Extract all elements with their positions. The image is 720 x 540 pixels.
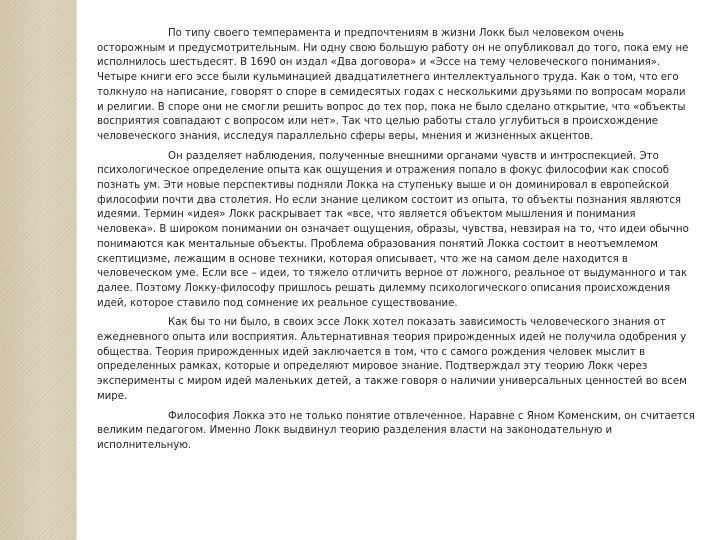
- paragraph-experience: Он разделяет наблюдения, полученные внешними органами чувств и интроспекцией. Это психологическое определение опыта как ощущения и отражения попало в фокус философии как способ познать ум. Эти новые перспективы подняли Локка на ступеньку выше и он доминировал в европейской философии почти два столетия. Но если знание целиком состоит из опыта, то объекты познания являются идеями. Термин «идея» Локк раскрывает так «все, что является объектом мышления и понимания человека». В широком понимании он означает ощущения, образы, чувства, невзирая на то, что идеи обычно понимаются как ментальные объекты. Проблема образования понятий Локка состоит в неотъемлемом скептицизме, лежащим в основе техники, которая описывает, что же на самом деле находится в человеческом уме. Если все – идеи, то тяжело отличить верное от ложного, реальное от выдуманного и так далее. Поэтому Локку-философу пришлось решать дилемму психологического описания происхождения идей, которое ставило под сомнение их реальное существование.: [97, 150, 689, 309]
- decorative-side-band: [0, 0, 76, 540]
- paragraph-innate-ideas: Как бы то ни было, в своих эссе Локк хотел показать зависимость человеческого знания от ежедневного опыта или восприятия. Альтернативная теория прирожденных идей не получила одобрения у общества. Теория прирожденных идей заключается в том, что с самого рождения человек мыслит в определенных рамках, которые и определяют мировое знание. Подтверждал эту теорию Локк через эксперименты с миром идей маленьких детей, а также говоря о наличии универсальных ценностей во всем мире.: [97, 317, 687, 402]
- paragraph-temperament: По типу своего темперамента и предпочтениям в жизни Локк был человеком очень осторожным и предусмотрительным. Ни одну свою большую работу он не опубликовал до того, пока ему не исполнилось шестьдесят. В 1690 он издал «Два договора» и «Эссе на тему человеческого понимания». Четыре книги его эссе были кульминацией двадцатилетнего интеллектуального труда. Как о том, что его толкнуло на написание, говорят о споре в семидесятых годах с несколькими друзьями по вопросам морали и религии. В споре они не смогли решить вопрос до тех пор, пока не было сделано открытие, что «объекты восприятия совпадают с вопросом или нет». Так что целью работы стало углубиться в происхождение человеческого знания, исследуя параллельно сферы веры, мнения и жизненных акцентов.: [97, 28, 689, 142]
- side-band-edge: [76, 0, 77, 540]
- text-body: [97, 27, 695, 459]
- paragraph-pedagogy: Философия Локка это не только понятие отвлеченное. Наравне с Яном Коменским, он считается великим педагогом. Именно Локк выдвинул теорию разделения власти на законодательную и исполнительную.: [97, 410, 695, 451]
